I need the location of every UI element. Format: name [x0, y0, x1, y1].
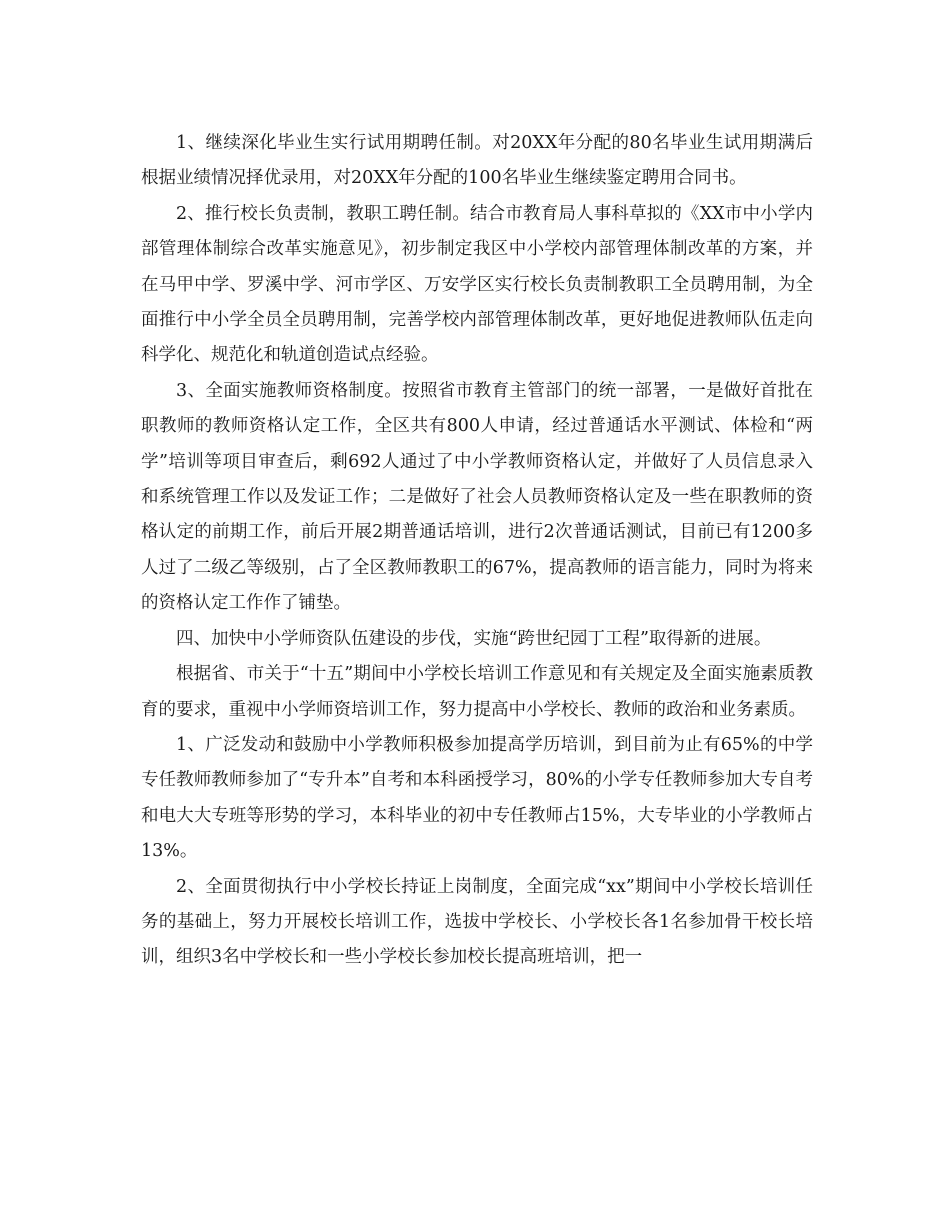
paragraph-principal-responsibility: 2、推行校长负责制，教职工聘任制。结合市教育局人事科草拟的《XX市中小学内部管理体制综合改革实施意见》，初步制定我区中小学校内部管理体制改革的方案，并在马甲中学、罗溪中学、河市学区、万安学区实行校长负责制教职工全员聘用制，为全面推行中小学全员全员聘用制，完善学校内部管理体制改革，更好地促进教师队伍走向科学化、规范化和轨道创造试点经验。 — [141, 203, 813, 366]
paragraph-contract-probation: 1、继续深化毕业生实行试用期聘任制。对20XX年分配的80名毕业生试用期满后根据业绩情况择优录用，对20XX年分配的100名毕业生继续鉴定聘用合同书。 — [141, 133, 813, 189]
document-body — [141, 126, 813, 976]
paragraph-degree-training: 1、广泛发动和鼓励中小学教师积极参加提高学历培训，到目前为止有65%的中学专任教师教师参加了“专升本”自考和本科函授学习，80%的小学专任教师参加大专自考和电大大专班等形势的学习，本科毕业的初中专任教师占15%，大专毕业的小学教师占13%。 — [141, 734, 813, 862]
paragraph-teacher-qualification: 3、全面实施教师资格制度。按照省市教育主管部门的统一部署，一是做好首批在职教师的教师资格认定工作，全区共有800人申请，经过普通话水平测试、体检和“两学”培训等项目审查后，剩692人通过了中小学教师资格认定，并做好了人员信息录入和系统管理工作以及发证工作；二是做好了社会人员教师资格认定及一些在职教师的资格认定的前期工作，前后开展2期普通话培训，进行2次普通话测试，目前已有1200多人过了二级乙等级别，占了全区教师教职工的67%，提高教师的语言能力，同时为将来的资格认定工作作了铺垫。 — [141, 380, 813, 614]
paragraph-principal-certification: 2、全面贯彻执行中小学校长持证上岗制度，全面完成“xx”期间中小学校长培训任务的基础上，努力开展校长培训工作，选拔中学校长、小学校长各1名参加骨干校长培训，组织3名中学校长和一些小学校长参加校长提高班培训，把一 — [141, 876, 813, 968]
section-heading-teacher-team: 四、加快中小学师资队伍建设的步伐，实施“跨世纪园丁工程”取得新的进展。 — [176, 628, 772, 649]
paragraph-training-requirements: 根据省、市关于“十五”期间中小学校长培训工作意见和有关规定及全面实施素质教育的要求，重视中小学师资培训工作，努力提高中小学校长、教师的政治和业务素质。 — [141, 664, 813, 720]
